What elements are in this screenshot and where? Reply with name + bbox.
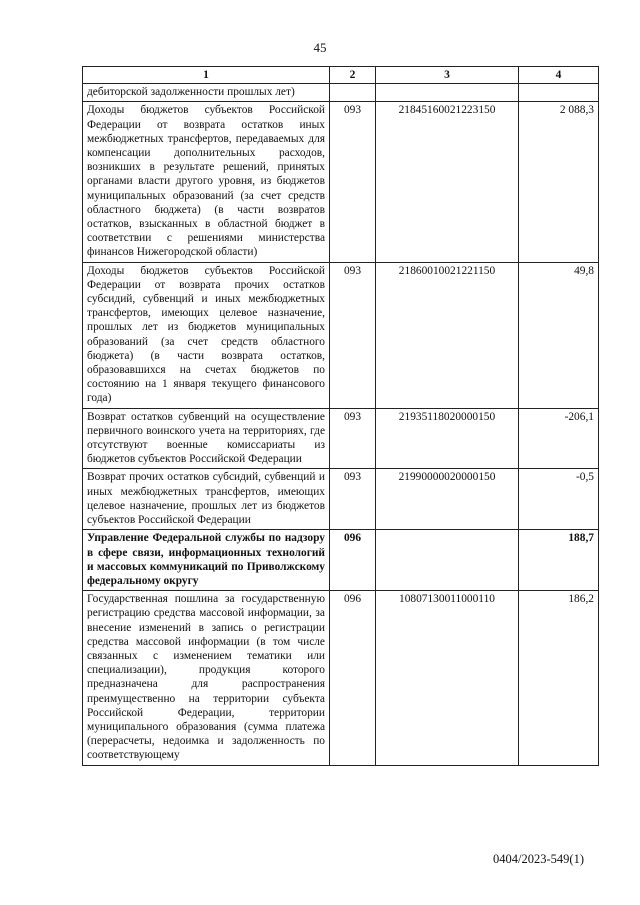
table-row (83, 469, 599, 530)
row-description: Возврат остатков субвенций на осуществление первичного воинского учета на территориях, где отсутствуют военные комиссариаты из бюджетов субъектов Российской Федерации (83, 408, 330, 469)
row-description: Государственная пошлина за государственную регистрацию средства массовой информации, за внесение изменений в запись о регистрации средства массовой информации (в том числе связанных с изменением тематики или специализации), продукция которого предназначена для распространения преимущественно на территории субъекта Российской Федерации, территории муниципального образования (сумма платежа (перерасчеты, недоимка и задолженность по соответствующему (83, 591, 330, 765)
column-header-4: 4 (519, 67, 599, 84)
row-budget-code: 21860010021221150 (376, 262, 519, 408)
table-row-section-header (83, 530, 599, 591)
row-description: Управление Федеральной службы по надзору в сфере связи, информационных технологий и массовых коммуникаций по Приволжскому федеральному округу (83, 530, 330, 591)
table-row (83, 262, 599, 408)
row-amount: -0,5 (519, 469, 599, 530)
table-header-row (83, 67, 599, 84)
row-admin-code: 093 (330, 469, 376, 530)
row-amount: 2 088,3 (519, 102, 599, 262)
row-budget-code: 21935118020000150 (376, 408, 519, 469)
budget-revenue-table (82, 66, 599, 766)
row-amount (519, 84, 599, 102)
row-budget-code: 21845160021223150 (376, 102, 519, 262)
page-number: 45 (313, 40, 327, 55)
row-amount: -206,1 (519, 408, 599, 469)
row-amount: 188,7 (519, 530, 599, 591)
row-admin-code: 093 (330, 102, 376, 262)
table-row (83, 591, 599, 765)
row-description: дебиторской задолженности прошлых лет) (83, 84, 330, 102)
row-budget-code (376, 530, 519, 591)
table-row (83, 408, 599, 469)
row-description: Доходы бюджетов субъектов Российской Федерации от возврата остатков иных межбюджетных трансфертов, передаваемых для компенсации дополнительных расходов, возникших в результате решений, принятых органами власти другого уровня, из бюджетов муниципальных образований (за счет средств областного бюджета) (в части возвратов остатков, взысканных в областной бюджет в соответствии с решениями министерства финансов Нижегородской области) (83, 102, 330, 262)
row-description: Доходы бюджетов субъектов Российской Федерации от возврата прочих остатков субсидий, субвенций и иных межбюджетных трансфертов, имеющих целевое назначение, прошлых лет из бюджетов муниципальных образований (за счет средств областного бюджета) (в части возврата остатков, образовавшихся на счетах бюджетов по состоянию на 1 января текущего финансового года) (83, 262, 330, 408)
row-amount: 49,8 (519, 262, 599, 408)
table-row (83, 84, 599, 102)
row-description: Возврат прочих остатков субсидий, субвенций и иных межбюджетных трансфертов, имеющих целевое назначение, прошлых лет из бюджетов субъектов Российской Федерации (83, 469, 330, 530)
row-budget-code (376, 84, 519, 102)
row-admin-code (330, 84, 376, 102)
row-amount: 186,2 (519, 591, 599, 765)
row-admin-code: 093 (330, 408, 376, 469)
row-budget-code: 10807130011000110 (376, 591, 519, 765)
table-row (83, 102, 599, 262)
column-header-2: 2 (330, 67, 376, 84)
row-admin-code: 096 (330, 530, 376, 591)
row-budget-code: 21990000020000150 (376, 469, 519, 530)
column-header-3: 3 (376, 67, 519, 84)
column-header-1: 1 (83, 67, 330, 84)
row-admin-code: 093 (330, 262, 376, 408)
row-admin-code: 096 (330, 591, 376, 765)
document-number: 0404/2023-549(1) (493, 852, 584, 866)
